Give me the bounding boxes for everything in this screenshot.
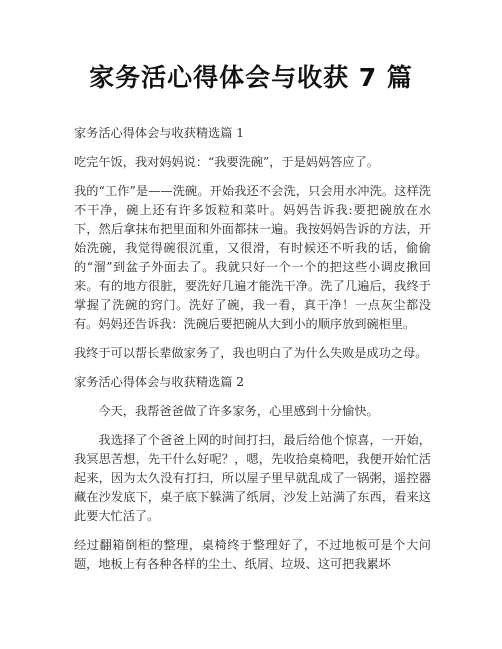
paragraph: 今天，我帮爸爸做了许多家务，心里感到十分愉快。 (98, 404, 379, 418)
paragraph: 我的“工作”是——洗碗。开始我还不会洗，只会用水冲洗。这样洗不干净，碗上还有许多饭粒和菜叶。妈妈告诉我:要把碗放在水下，然后拿抹布把里面和外面都抹一遍。我按妈妈告诉的方法，开始洗碗，我觉得碗很沉重，又很滑，有时候还不听我的话，偷偷的“溜”到盆子外面去了。我就只好一个一个的把这些小调皮揪回来。有的地方很脏，要洗好几遍才能洗干净。洗了几遍后，我终于掌握了洗碗的窍门。洗好了碗，我一看，真干净！一点灰尘都没有。妈妈还告诉我：洗碗后要把碗从大到小的顺序放到碗柜里。 (74, 184, 431, 331)
section-heading: 家务活心得体会与收获精选篇 2 (74, 375, 245, 389)
paragraph: 经过翻箱倒柜的整理，桌椅终于整理好了，不过地板可是个大问题，地板上有各种各样的尘土、纸屑、垃圾、这可把我累坏 (74, 538, 431, 571)
paragraph: 我终于可以帮长辈做家务了，我也明白了为什么失败是成功之母。 (74, 346, 428, 360)
paragraph: 我选择了个爸爸上网的时间打扫，最后给他个惊喜，一开始，我冥思苦想，先干什么好呢？，嗯，先收拾桌椅吧，我便开始忙活起来，因为太久没有打扫，所以屋子里早就乱成了一锅粥，遥控器藏在沙发底下，桌子底下躲满了纸屑，沙发上站满了东西，看来这此要大忙活了。 (74, 433, 431, 523)
document-body (74, 124, 431, 584)
section-heading: 家务活心得体会与收获精选篇 1 (74, 126, 245, 140)
document-title: 家务活心得体会与收获 7 篇 (89, 63, 413, 92)
paragraph: 吃完午饭，我对妈妈说：“我要洗碗”，于是妈妈答应了。 (74, 155, 379, 169)
